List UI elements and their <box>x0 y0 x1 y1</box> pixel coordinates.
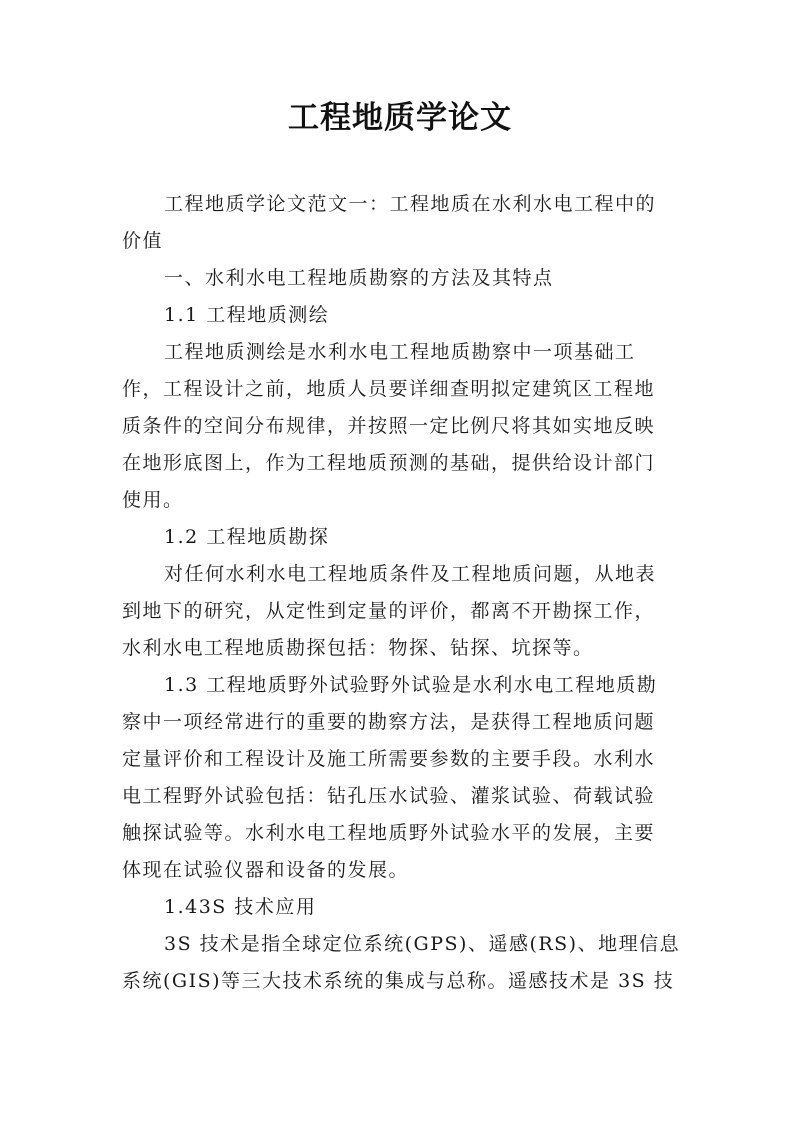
paragraph-line: 察中一项经常进行的重要的勘察方法，是获得工程地质问题 <box>122 711 656 733</box>
paragraph-line: 1.3 工程地质野外试验野外试验是水利水电工程地质勘 <box>164 674 658 696</box>
paragraph-line: 定量评价和工程设计及施工所需要参数的主要手段。水利水 <box>122 748 656 770</box>
paragraph-line: 电工程野外试验包括：钻孔压水试验、灌浆试验、荷载试验 <box>122 785 656 807</box>
subsection-heading: 1.1 工程地质测绘 <box>164 304 330 326</box>
paragraph-line: 到地下的研究，从定性到定量的评价，都离不开勘探工作， <box>122 600 656 622</box>
document-title: 工程地质学论文 <box>288 100 512 136</box>
paragraph-line: 质条件的空间分布规律，并按照一定比例尺将其如实地反映 <box>122 415 656 437</box>
paragraph-line: 工程地质测绘是水利水电工程地质勘察中一项基础工 <box>164 341 636 363</box>
paragraph-line: 触探试验等。水利水电工程地质野外试验水平的发展，主要 <box>122 822 656 844</box>
paragraph-line: 价值 <box>122 230 164 252</box>
subsection-heading: 1.2 工程地质勘探 <box>164 526 330 548</box>
paragraph-line: 对任何水利水电工程地质条件及工程地质问题，从地表 <box>164 563 657 585</box>
paragraph-line: 使用。 <box>122 489 184 511</box>
paragraph-line: 工程地质学论文范文一：工程地质在水利水电工程中的 <box>164 193 657 215</box>
section-heading: 一、水利水电工程地质勘察的方法及其特点 <box>164 267 554 289</box>
paragraph-line: 系统(GIS)等三大技术系统的集成与总称。遥感技术是 3S 技 <box>122 970 675 992</box>
paragraph-line: 在地形底图上，作为工程地质预测的基础，提供给设计部门 <box>122 452 656 474</box>
subsection-heading: 1.43S 技术应用 <box>164 896 317 918</box>
paragraph-line: 作，工程设计之前，地质人员要详细查明拟定建筑区工程地 <box>122 378 656 400</box>
paragraph-line: 体现在试验仪器和设备的发展。 <box>122 859 410 881</box>
document-body <box>122 186 682 1000</box>
paragraph-line: 3S 技术是指全球定位系统(GPS)、遥感(RS)、地理信息 <box>164 933 681 955</box>
paragraph-line: 水利水电工程地质勘探包括：物探、钻探、坑探等。 <box>122 637 594 659</box>
